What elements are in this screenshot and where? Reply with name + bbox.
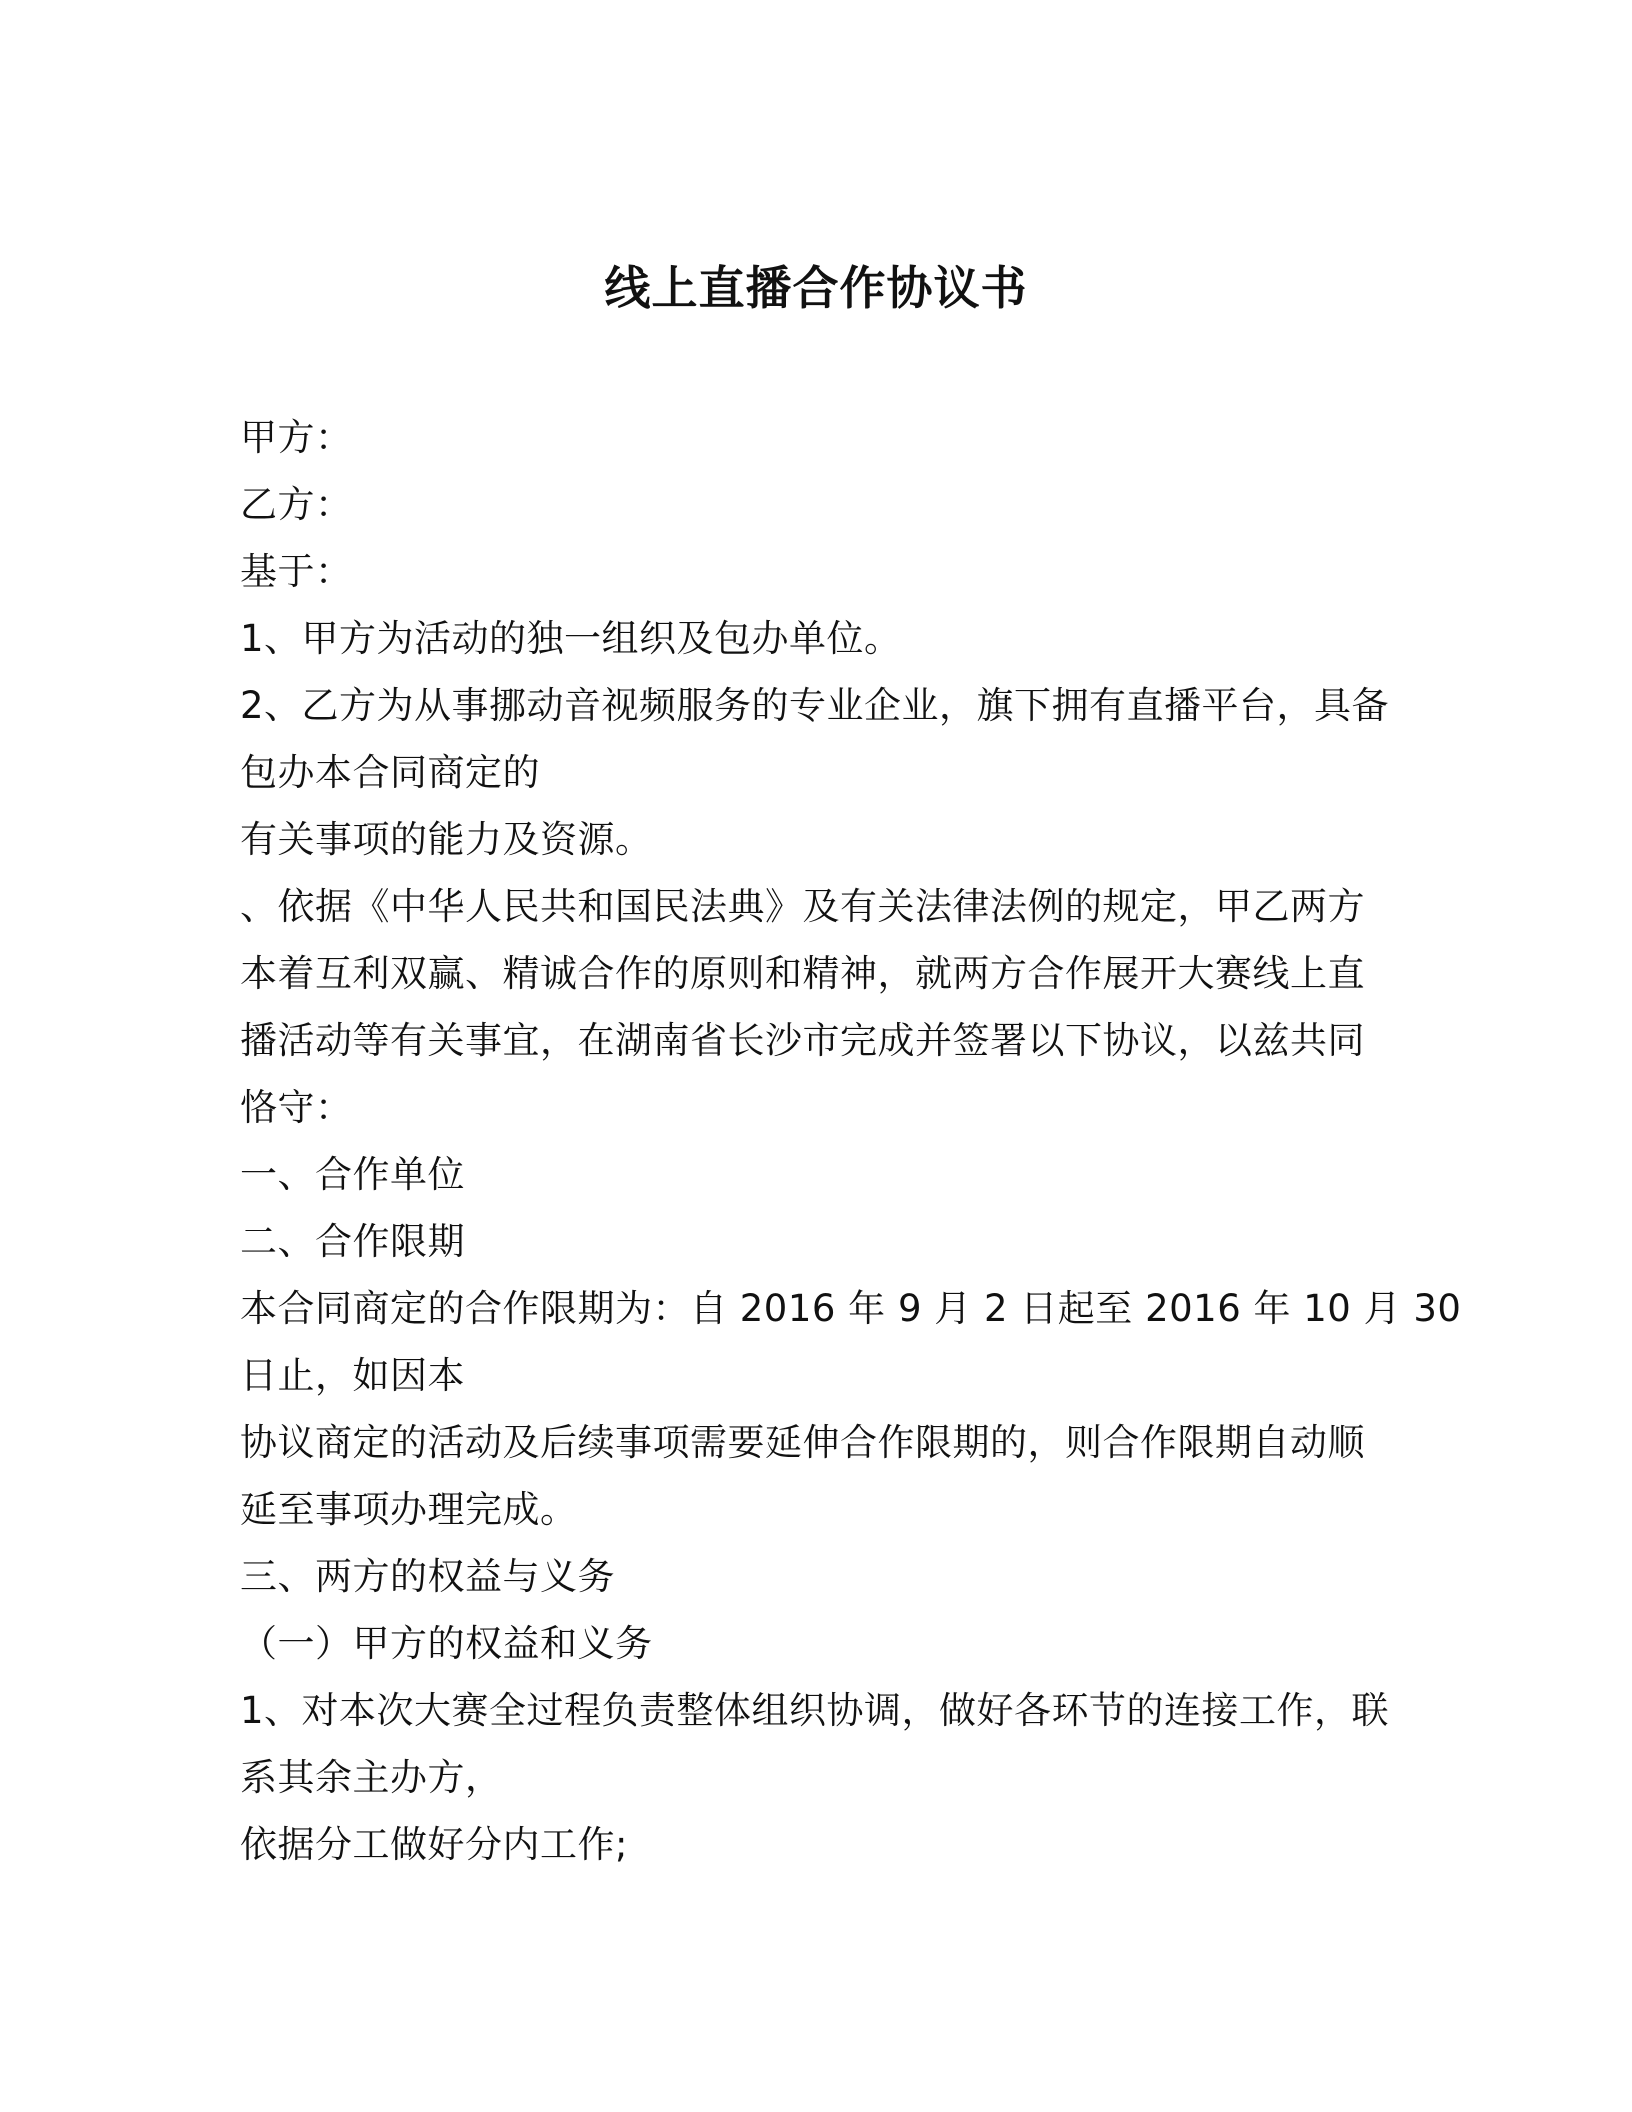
basis-heading: 基于： bbox=[240, 550, 353, 593]
legal-basis-line-2: 本着互利双赢、精诚合作的原则和精神，就两方合作展开大赛线上直 bbox=[240, 952, 1365, 995]
basis-item-2-line-1: 2、乙方为从事挪动音视频服务的专业企业，旗下拥有直播平台，具备 bbox=[240, 684, 1390, 727]
legal-basis-line-1: 、依据《中华人民共和国民法典》及有关法律法例的规定，甲乙两方 bbox=[240, 885, 1365, 928]
section-2-heading: 二、合作限期 bbox=[240, 1220, 465, 1263]
party-a-duty-1-line-1: 1、对本次大赛全过程负责整体组织协调，做好各环节的连接工作，联 bbox=[240, 1689, 1390, 1732]
legal-basis-line-4: 恪守： bbox=[240, 1086, 353, 1129]
basis-item-1: 1、甲方为活动的独一组织及包办单位。 bbox=[240, 617, 902, 660]
basis-item-2-line-2: 包办本合同商定的 bbox=[240, 751, 540, 794]
legal-basis-line-3: 播活动等有关事宜，在湖南省长沙市完成并签署以下协议，以兹共同 bbox=[240, 1019, 1365, 1062]
section-1-heading: 一、合作单位 bbox=[240, 1153, 465, 1196]
basis-item-2-line-3: 有关事项的能力及资源。 bbox=[240, 818, 653, 861]
document-title: 线上直播合作协议书 bbox=[604, 261, 1028, 315]
party-a-duty-1-line-2: 系其余主办方， bbox=[240, 1756, 503, 1799]
party-a-line: 甲方： bbox=[240, 416, 353, 459]
term-line-1: 本合同商定的合作限期为：自 2016 年 9 月 2 日起至 2016 年 10 月 30 bbox=[240, 1287, 1462, 1330]
document-body bbox=[240, 404, 1462, 1878]
term-line-2: 日止，如因本 bbox=[240, 1354, 465, 1397]
party-a-duty-1-line-3: 依据分工做好分内工作; bbox=[240, 1823, 628, 1866]
term-line-3: 协议商定的活动及后续事项需要延伸合作限期的，则合作限期自动顺 bbox=[240, 1421, 1365, 1464]
subsection-1-heading: （一）甲方的权益和义务 bbox=[240, 1622, 653, 1665]
term-line-4: 延至事项办理完成。 bbox=[240, 1488, 578, 1531]
section-3-heading: 三、两方的权益与义务 bbox=[240, 1555, 615, 1598]
party-b-line: 乙方： bbox=[240, 483, 353, 526]
